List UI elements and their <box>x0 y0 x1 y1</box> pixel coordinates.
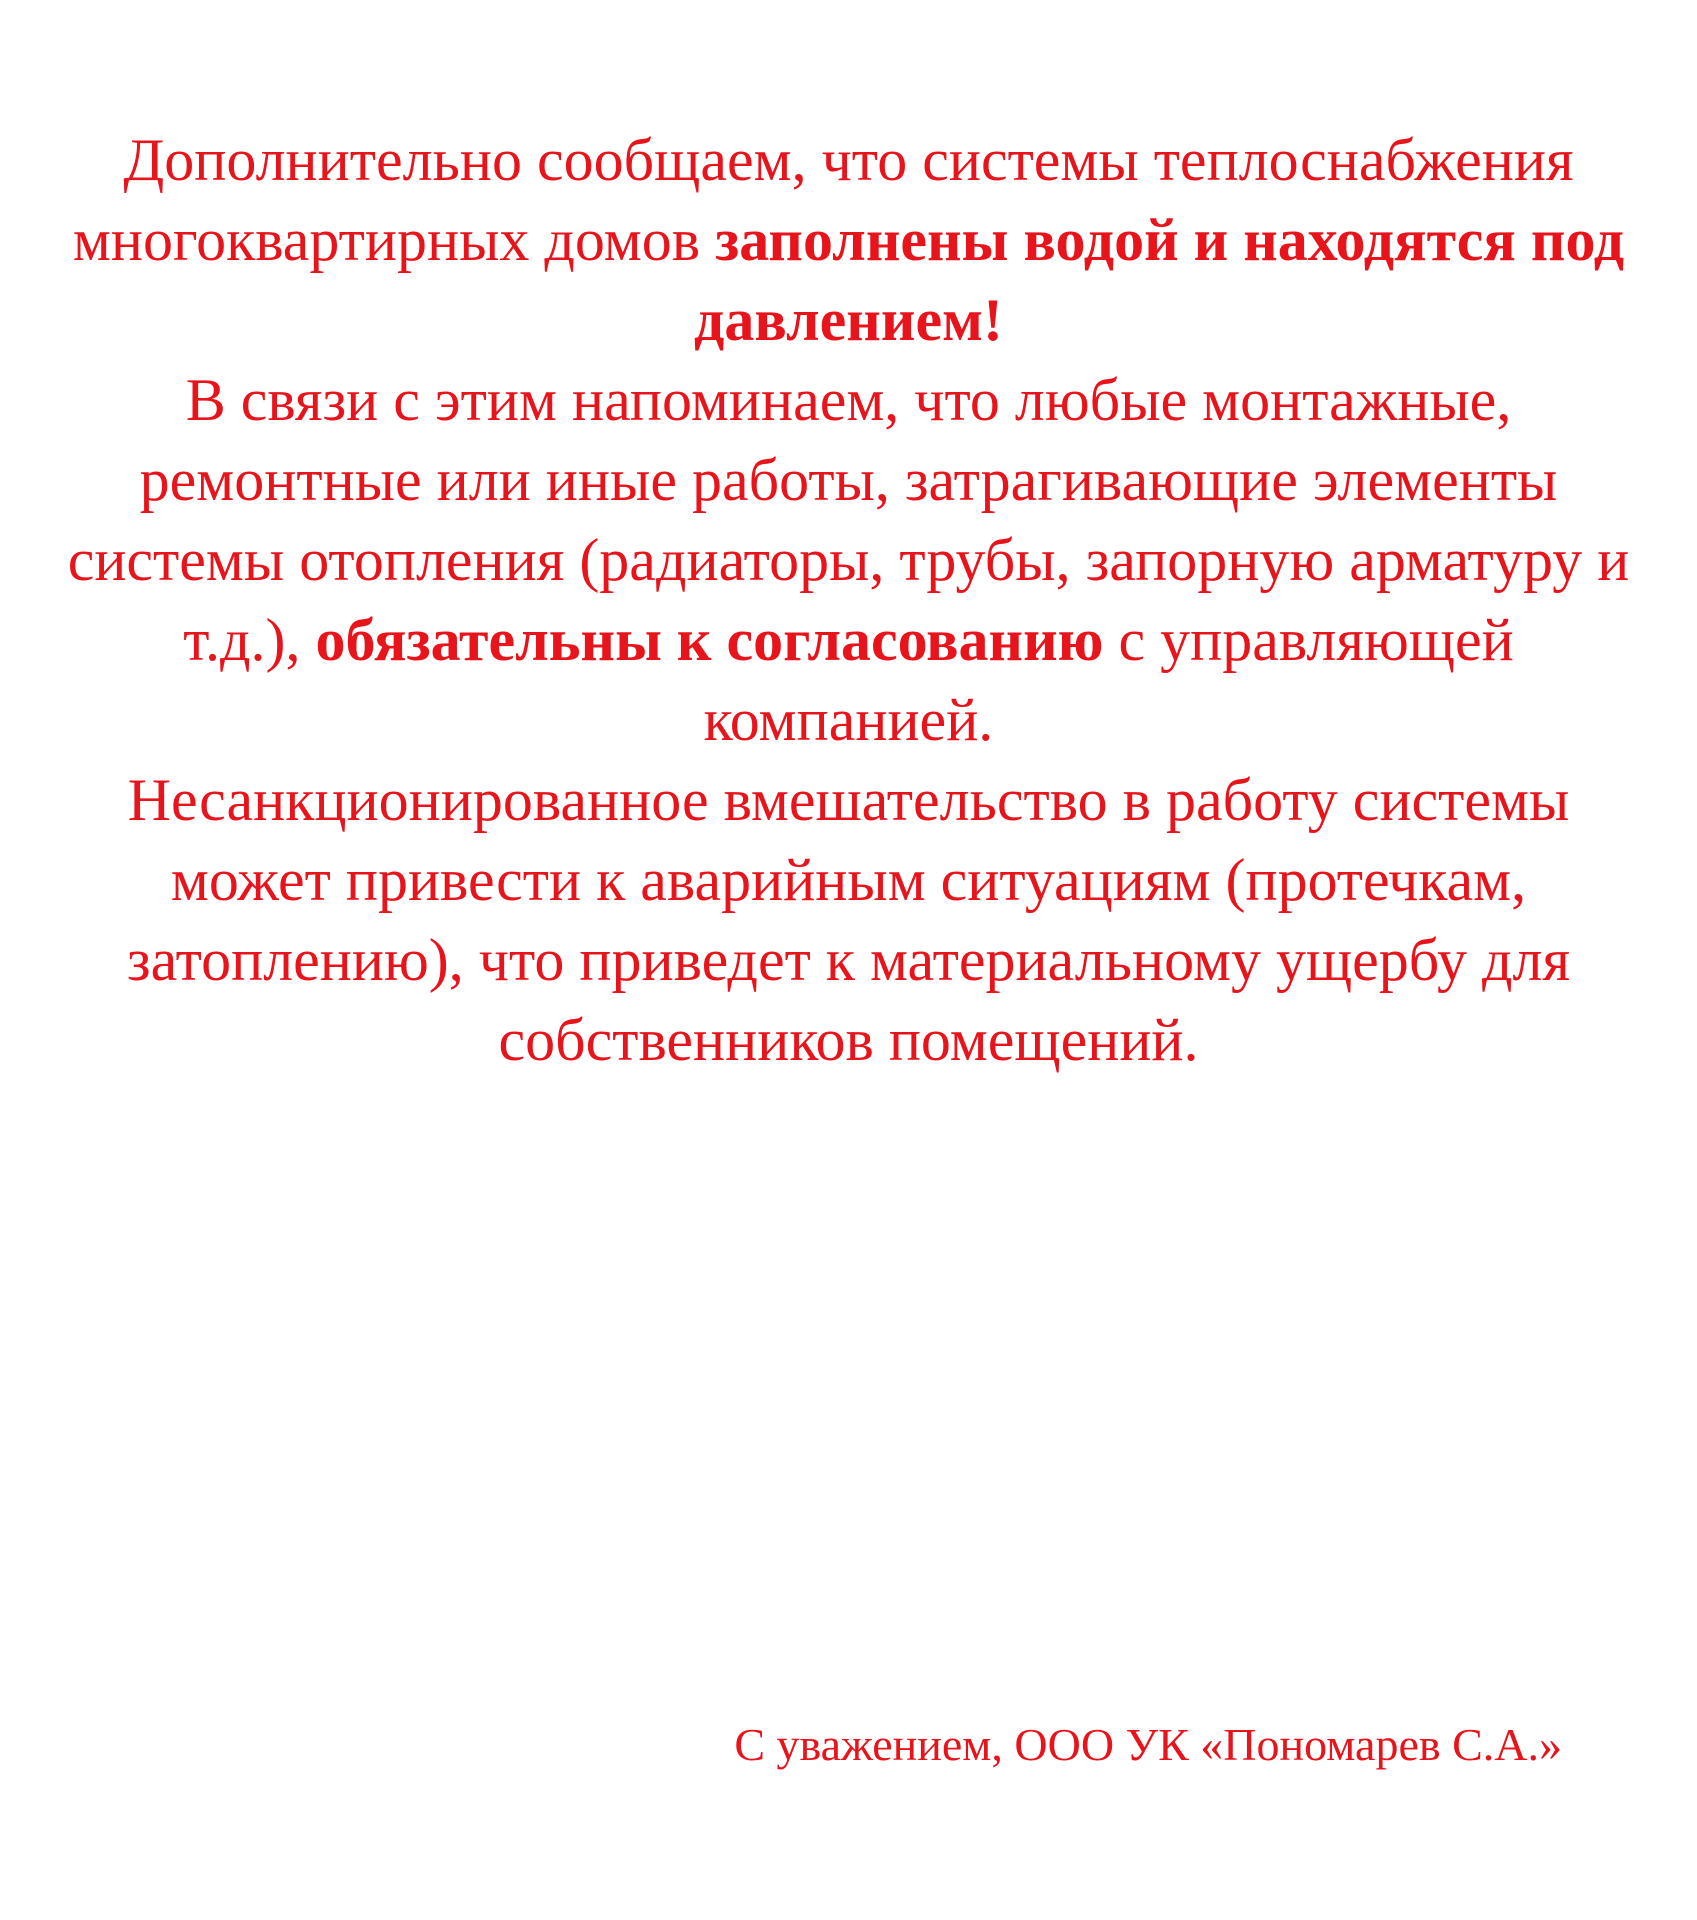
notice-intro-text: Дополнительно сообщаем, что системы теплоснабжения многоквартирных домов <box>72 127 1574 273</box>
notice-paragraph-pressure <box>60 120 1637 360</box>
notice-company-text: с управляющей компанией. <box>703 607 1514 753</box>
notice-works-text: В связи с этим напоминаем, что любые монтажные, ремонтные или иные работы, затрагивающие элементы системы отопления (радиаторы, трубы, запорную арматуру и т.д.), <box>67 367 1630 673</box>
notice-approval-bold: обязательны к согласованию <box>315 607 1104 673</box>
notice-paragraph-consequences: Несанкционированное вмешательство в работу системы может привести к аварийным ситуациям (протечкам, затоплению), что приведет к материальному ущербу для собственников помещений. <box>126 767 1571 1073</box>
notice-warning-bold: заполнены водой и находятся под давлением! <box>694 207 1625 353</box>
notice-paragraph-approval <box>60 360 1637 760</box>
notice-text <box>60 120 1637 1080</box>
signature: С уважением, ООО УК «Пономарев С.А.» <box>734 1719 1562 1770</box>
